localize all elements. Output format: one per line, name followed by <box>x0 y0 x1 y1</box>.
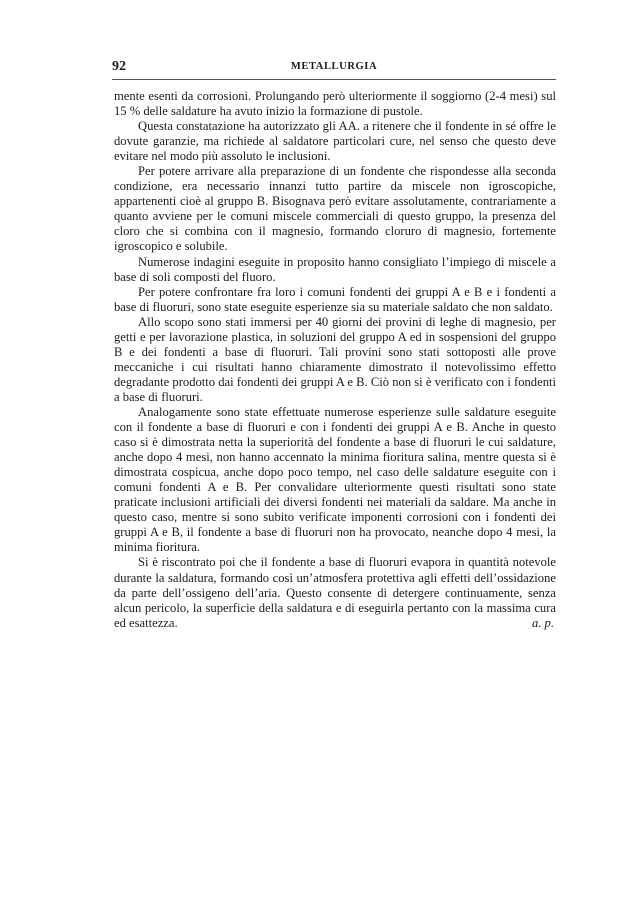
paragraph-6: Allo scopo sono stati immersi per 40 giorni dei provini di leghe di magnesio, per getti e per lavorazione plastica, in soluzioni del gruppo A ed in sospensioni del gruppo B e dei fondenti a base di fluoruri. Tali provini sono stati sottoposti alle prove meccaniche i cui risultati hanno chiaramente dimostrato il notevolissimo effetto degradante prodotto dai fondenti dei gruppi A e B. Ciò non si è verificato con i fondenti a base di fluoruri. <box>114 314 556 404</box>
author-signature: a. p. <box>531 615 554 630</box>
paragraph-5: Per potere confrontare fra loro i comuni fondenti dei gruppi A e B e i fondenti a base di fluoruri, sono state eseguite esperienze sia su materiale saldato che non saldato. <box>114 284 556 314</box>
article-body <box>114 89 556 631</box>
paragraph-1: mente esenti da corrosioni. Prolungando però ulteriormente il soggiorno (2-4 mesi) sul 15 % delle saldature ha avuto inizio la formazione di pustole. <box>114 89 556 119</box>
paragraph-8 <box>114 555 556 630</box>
running-title: METALLURGIA <box>290 61 378 72</box>
header-rule <box>112 79 556 80</box>
paragraph-4: Numerose indagini eseguite in proposito hanno consigliato l’impiego di miscele a base di soli composti del fluoro. <box>114 254 556 284</box>
paragraph-2: Questa constatazione ha autorizzato gli AA. a ritenere che il fondente in sé offre le dovute garanzie, ma richiede al saldatore particolari cure, nel senso che questo deve evitare nel modo più assoluto le inclusioni. <box>114 119 556 164</box>
page-number: 92 <box>112 59 126 74</box>
paragraph-7: Analogamente sono state effettuate numerose esperienze sulle saldature eseguite con il fondente a base di fluoruri e con i fondenti dei gruppi A e B. Anche in questo caso si è dimostrata netta la superiorità del fondente a base di fluoruri le cui saldature, anche dopo 4 mesi, non hanno accennato la minima fioritura salina, mentre questa si è dimostrata cospicua, anche dopo poco tempo, nel caso delle saldature eseguite con i comuni fondenti A e B. Per convalidare ulteriormente questi risultati sono state praticate inclusioni artificiali dei diversi fondenti nei materiali da saldare. Ma anche in questo caso, mentre si sono subito verificate imponenti corrosioni con i fondenti dei gruppi A e B, il fondente a base di fluoruri non ha provocato, neanche dopo 4 mesi, la minima fioritura. <box>114 404 556 555</box>
paragraph-3: Per potere arrivare alla preparazione di un fondente che rispondesse alla seconda condizione, era necessario innanzi tutto partire da miscele non igroscopiche, appartenenti cioè al gruppo B. Bisognava però evitare assolutamente, contrariamente a quanto avviene per le comuni miscele commerciali di questo gruppo, la presenza del cloro che si combina con il magnesio, formando cloruro di magnesio, fortemente igroscopico e solubile. <box>114 164 556 254</box>
paragraph-8-text: Si è riscontrato poi che il fondente a base di fluoruri evapora in quantità notevole durante la saldatura, formando così un’atmosfera protettiva agli effetti dell’ossidazione da parte dell’ossigeno dell’aria. Questo consente di detergere continuamente, senza alcun pericolo, la superficie della saldatura e di eseguirla pertanto con la massima cura ed esattezza. <box>114 555 556 630</box>
page-header <box>112 59 556 75</box>
